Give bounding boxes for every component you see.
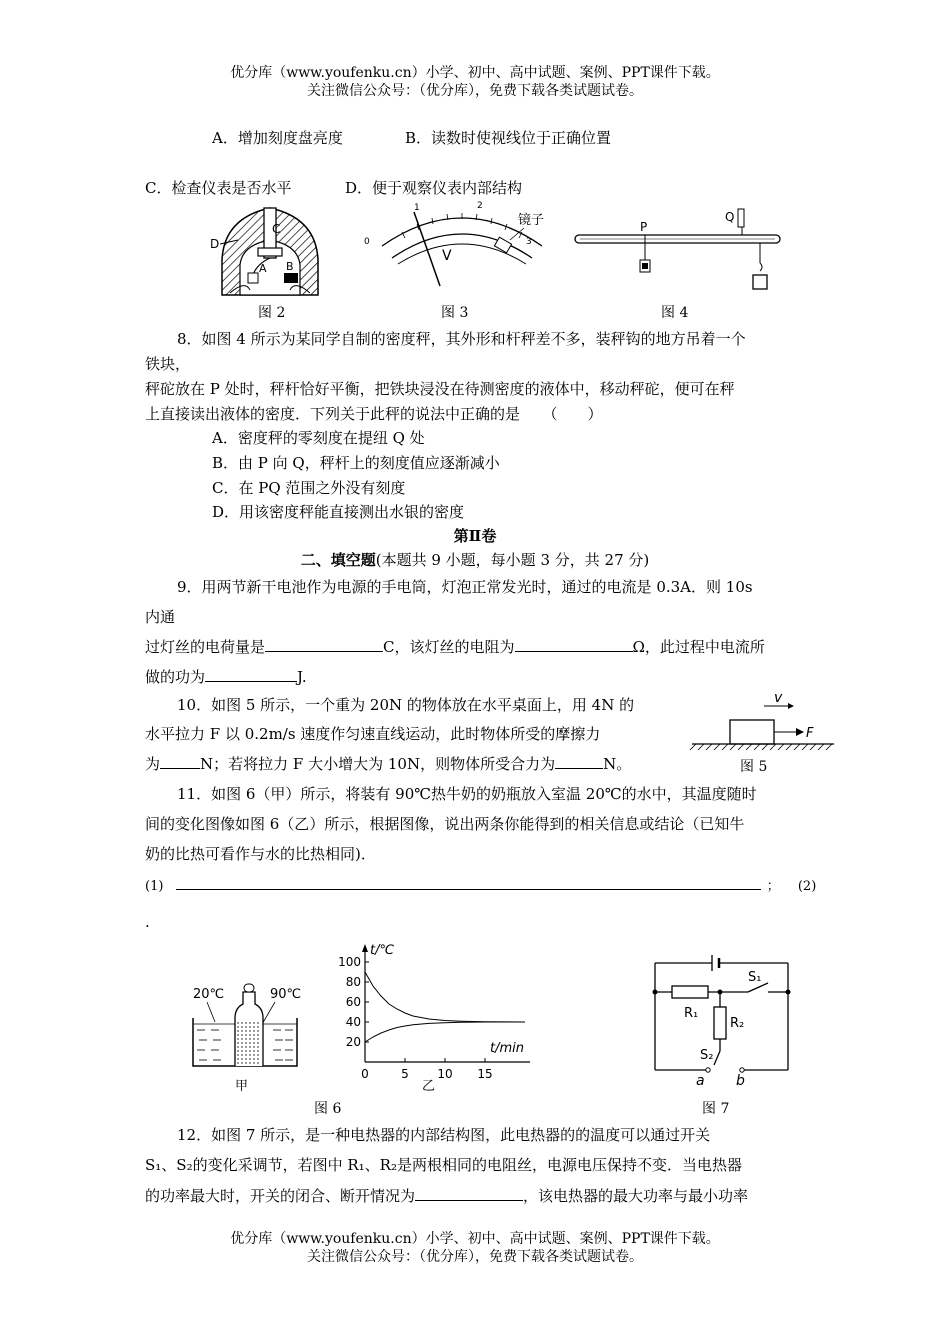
q9-text-4b: J. bbox=[297, 668, 307, 686]
jia-temp-milk: 90℃ bbox=[270, 987, 302, 1002]
q10-line-2: 水平拉力 F 以 0.2m/s 速度作匀速直线运动，此时物体所受的摩擦力 bbox=[145, 725, 601, 743]
fig2-label-c: C bbox=[272, 222, 281, 236]
section-subtitle-bold: 二、填空题 bbox=[300, 551, 376, 569]
q9-blank-work[interactable] bbox=[205, 666, 297, 682]
fig7-label-a: a bbox=[696, 1073, 705, 1089]
q8-option-b: B．由 P 向 Q，秤杆上的刻度值应逐渐减小 bbox=[212, 454, 500, 472]
chart-xtick-label: 15 bbox=[477, 1067, 493, 1081]
fig2-label-b: B bbox=[286, 260, 294, 273]
yi-label: 乙 bbox=[422, 1079, 436, 1094]
q12-line-2: S₁、S₂的变化采调节，若图中 R₁、R₂是两根相同的电阻丝，电源电压保持不变．当电热器 bbox=[145, 1156, 742, 1174]
q9-line-2: 内通 bbox=[145, 608, 176, 626]
figure-7 bbox=[640, 945, 800, 1095]
header-line-1: 优分库（www.youfenku.cn）小学、初中、高中试题、案例、PPT课件下载。 bbox=[230, 65, 720, 81]
fig4-label-p: P bbox=[640, 220, 648, 234]
q12-blank-switches[interactable] bbox=[415, 1185, 523, 1201]
chart-xtick-label: 0 bbox=[361, 1067, 369, 1081]
q9-line-1: 9．用两节新干电池作为电源的手电筒，灯泡正常发光时，通过的电流是 0.3A．则 10s bbox=[177, 578, 753, 596]
q8-line-1: 8．如图 4 所示为某同学自制的密度秤，其外形和杆秤差不多，装秤钩的地方吊着一个 bbox=[177, 330, 746, 348]
q8-option-c: C．在 PQ 范围之外没有刻度 bbox=[212, 479, 406, 497]
fig3-label-mirror: 镜子 bbox=[518, 213, 545, 228]
q9-blank-resistance[interactable] bbox=[515, 636, 633, 652]
fig7-label-r1: R₁ bbox=[684, 1006, 699, 1021]
fig2-label-d: D bbox=[210, 237, 220, 251]
q10-text-3c: N。 bbox=[603, 755, 632, 773]
q10-text-3b: N；若将拉力 F 大小增大为 10N，则物体所受合力为 bbox=[200, 755, 556, 773]
q12-line-3 bbox=[145, 1185, 748, 1206]
footer-line-1: 优分库（www.youfenku.cn）小学、初中、高中试题、案例、PPT课件下载。 bbox=[230, 1231, 720, 1247]
fig3-tick-1: 1 bbox=[414, 203, 420, 213]
fig2-label-a: A bbox=[259, 262, 267, 275]
chart-ytick-label: 60 bbox=[345, 995, 361, 1009]
q9-text-3c: Ω，此过程中电流所 bbox=[632, 638, 765, 656]
q9-text-3b: C，该灯丝的电阻为 bbox=[383, 638, 515, 656]
q10-blank-friction[interactable] bbox=[160, 753, 200, 769]
q9-blank-charge[interactable] bbox=[265, 636, 383, 652]
fig2-caption: 图 2 bbox=[258, 305, 286, 321]
q11-ans-sep: ； bbox=[766, 879, 780, 894]
q11-blank-1[interactable] bbox=[176, 874, 761, 890]
q9-line-3 bbox=[145, 636, 765, 657]
q9-text-3a: 过灯丝的电荷量是 bbox=[145, 638, 266, 656]
fig7-label-b: b bbox=[736, 1073, 745, 1089]
q11-line-2: 间的变化图像如图 6（乙）所示，根据图像，说出两条你能得到的相关信息或结论（已知牛 bbox=[145, 815, 745, 833]
q7-option-d: D．便于观察仪表内部结构 bbox=[345, 179, 523, 197]
q10-line-3 bbox=[145, 753, 631, 774]
q8-line-2: 铁块， bbox=[145, 355, 191, 373]
q8-line-4: 上直接读出液体的密度．下列关于此秤的说法中正确的是 （ ） bbox=[145, 405, 603, 423]
q12-line-1: 12．如图 7 所示，是一种电热器的内部结构图，此电热器的的温度可以通过开关 bbox=[177, 1126, 711, 1144]
fig7-caption: 图 7 bbox=[702, 1101, 730, 1117]
fig7-label-s1: S₁ bbox=[748, 970, 762, 985]
fig6-caption: 图 6 bbox=[314, 1101, 342, 1117]
q11-answer-line bbox=[145, 874, 816, 897]
fig4-label-q: Q bbox=[725, 210, 735, 224]
q10-text-3a: 为 bbox=[145, 755, 161, 773]
figure-4 bbox=[570, 205, 790, 297]
fig7-label-s2: S₂ bbox=[700, 1048, 714, 1063]
fig3-caption: 图 3 bbox=[441, 305, 469, 321]
chart-ytick-label: 20 bbox=[345, 1035, 361, 1049]
q11-ans-end: . bbox=[145, 913, 150, 931]
chart-y-arrow bbox=[362, 944, 368, 952]
chart-xtick-label: 5 bbox=[401, 1067, 409, 1081]
chart-ytick-label: 80 bbox=[345, 975, 361, 989]
figure-6-jia bbox=[185, 978, 325, 1096]
q10-blank-net-force[interactable] bbox=[555, 753, 603, 769]
chart-series-milk-line bbox=[365, 972, 525, 1022]
q12-text-3a: 的功率最大时，开关的闭合、断开情况为 bbox=[145, 1187, 416, 1205]
q11-line-3: 奶的比热可看作与水的比热相同)． bbox=[145, 845, 376, 863]
figure-2 bbox=[210, 200, 340, 300]
q7-option-c: C．检查仪表是否水平 bbox=[145, 179, 292, 197]
section-subtitle bbox=[0, 549, 950, 570]
fig4-caption: 图 4 bbox=[661, 305, 689, 321]
fig3-tick-2: 2 bbox=[477, 201, 483, 211]
q9-line-4 bbox=[145, 666, 307, 687]
chart-ylabel: t/℃ bbox=[370, 943, 395, 958]
fig3-tick-3: 3 bbox=[526, 237, 532, 247]
chart-ytick-label: 40 bbox=[345, 1015, 361, 1029]
q10-line-1: 10．如图 5 所示，一个重为 20N 的物体放在水平桌面上，用 4N 的 bbox=[177, 696, 635, 714]
q8-line-3: 秤砣放在 P 处时，秤杆恰好平衡，把铁块浸没在待测密度的液体中，移动秤砣，便可在秤 bbox=[145, 380, 735, 398]
q11-line-1: 11．如图 6（甲）所示，将装有 90℃热牛奶的奶瓶放入室温 20℃的水中，其温度随时 bbox=[177, 785, 757, 803]
figure-3 bbox=[362, 198, 562, 298]
fig7-label-r2: R₂ bbox=[730, 1016, 745, 1031]
q9-text-4a: 做的功为 bbox=[145, 668, 206, 686]
q7-option-b: B．读数时使视线位于正确位置 bbox=[405, 129, 612, 147]
q11-ans1-label: (1) bbox=[145, 879, 164, 894]
section-title: 第Ⅱ卷 bbox=[453, 527, 497, 545]
header-line-2: 关注微信公众号：（优分库），免费下载各类试题试卷。 bbox=[307, 83, 643, 99]
fig5-caption: 图 5 bbox=[740, 759, 768, 775]
chart-xtick-label: 10 bbox=[437, 1067, 453, 1081]
fig3-tick-0: 0 bbox=[364, 237, 370, 247]
jia-temp-water: 20℃ bbox=[193, 987, 225, 1002]
chart-series-water-line bbox=[365, 1022, 525, 1042]
q8-option-d: D．用该密度秤能直接测出水银的密度 bbox=[212, 503, 465, 521]
fig3-label-v: V bbox=[442, 248, 452, 264]
figure-6-yi-chart bbox=[330, 940, 550, 1098]
figure-5 bbox=[688, 686, 838, 756]
fig5-label-v: v bbox=[774, 690, 783, 706]
q7-option-a: A．增加刻度盘亮度 bbox=[212, 129, 343, 147]
q8-option-a: A．密度秤的零刻度在提纽 Q 处 bbox=[212, 429, 425, 447]
fig5-label-f: F bbox=[806, 726, 814, 741]
footer-line-2: 关注微信公众号：（优分库），免费下载各类试题试卷。 bbox=[307, 1249, 643, 1265]
section-subtitle-rest: (本题共 9 小题，每小题 3 分，共 27 分) bbox=[375, 551, 650, 569]
q11-ans2-label: (2) bbox=[797, 879, 817, 894]
chart-xlabel: t/min bbox=[490, 1041, 524, 1056]
chart-ytick-label: 100 bbox=[338, 955, 361, 969]
jia-label: 甲 bbox=[235, 1079, 249, 1094]
q12-text-3b: ，该电热器的最大功率与最小功率 bbox=[523, 1187, 749, 1205]
